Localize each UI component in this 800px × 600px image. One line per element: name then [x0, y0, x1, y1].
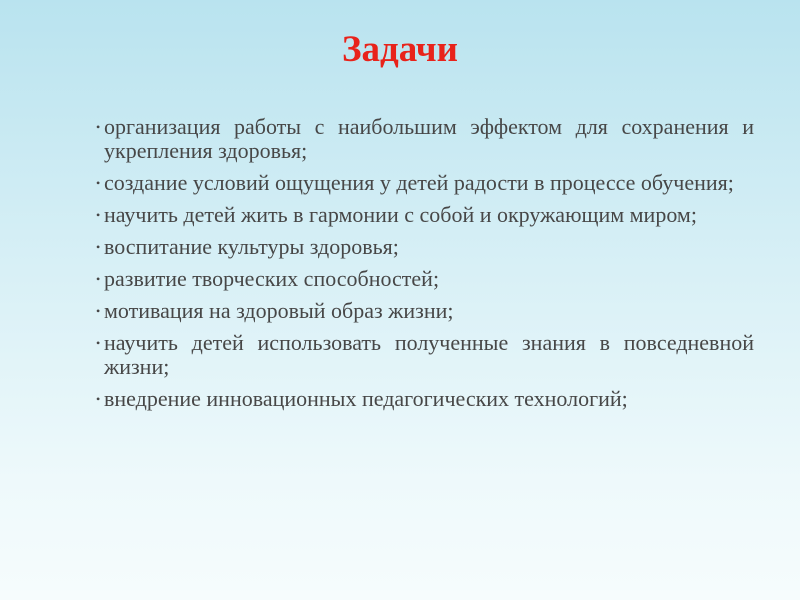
- list-item-text: научить детей жить в гармонии с собой и окружающим миром;: [104, 202, 697, 227]
- bullet-icon: •: [96, 240, 101, 254]
- list-item-text: мотивация на здоровый образ жизни;: [104, 298, 454, 323]
- list-item: [98, 235, 754, 259]
- slide-title: Задачи: [342, 29, 458, 70]
- bullet-icon: •: [96, 392, 101, 406]
- list-item-text: воспитание культуры здоровья;: [104, 234, 399, 259]
- list-item-text: научить детей использовать полученные знания в повседневной жизни;: [104, 330, 754, 379]
- list-item-text: организация работы с наибольшим эффектом для сохранения и укрепления здоровья;: [104, 114, 754, 163]
- list-item-text: развитие творческих способностей;: [104, 266, 440, 291]
- list-item: [98, 387, 754, 411]
- bullet-icon: •: [96, 176, 101, 190]
- bullet-icon: •: [96, 120, 101, 134]
- list-item: [98, 115, 754, 163]
- list-item: [98, 267, 754, 291]
- list-item: [98, 203, 754, 227]
- bullet-icon: •: [96, 208, 101, 222]
- bullet-icon: •: [96, 336, 101, 350]
- list-item: [98, 299, 754, 323]
- list-item: [98, 171, 754, 195]
- bullet-icon: •: [96, 272, 101, 286]
- list-item-text: внедрение инновационных педагогических технологий;: [104, 386, 628, 411]
- task-list: [98, 115, 754, 419]
- bullet-icon: •: [96, 304, 101, 318]
- list-item-text: создание условий ощущения у детей радости в процессе обучения;: [104, 170, 734, 195]
- list-item: [98, 331, 754, 379]
